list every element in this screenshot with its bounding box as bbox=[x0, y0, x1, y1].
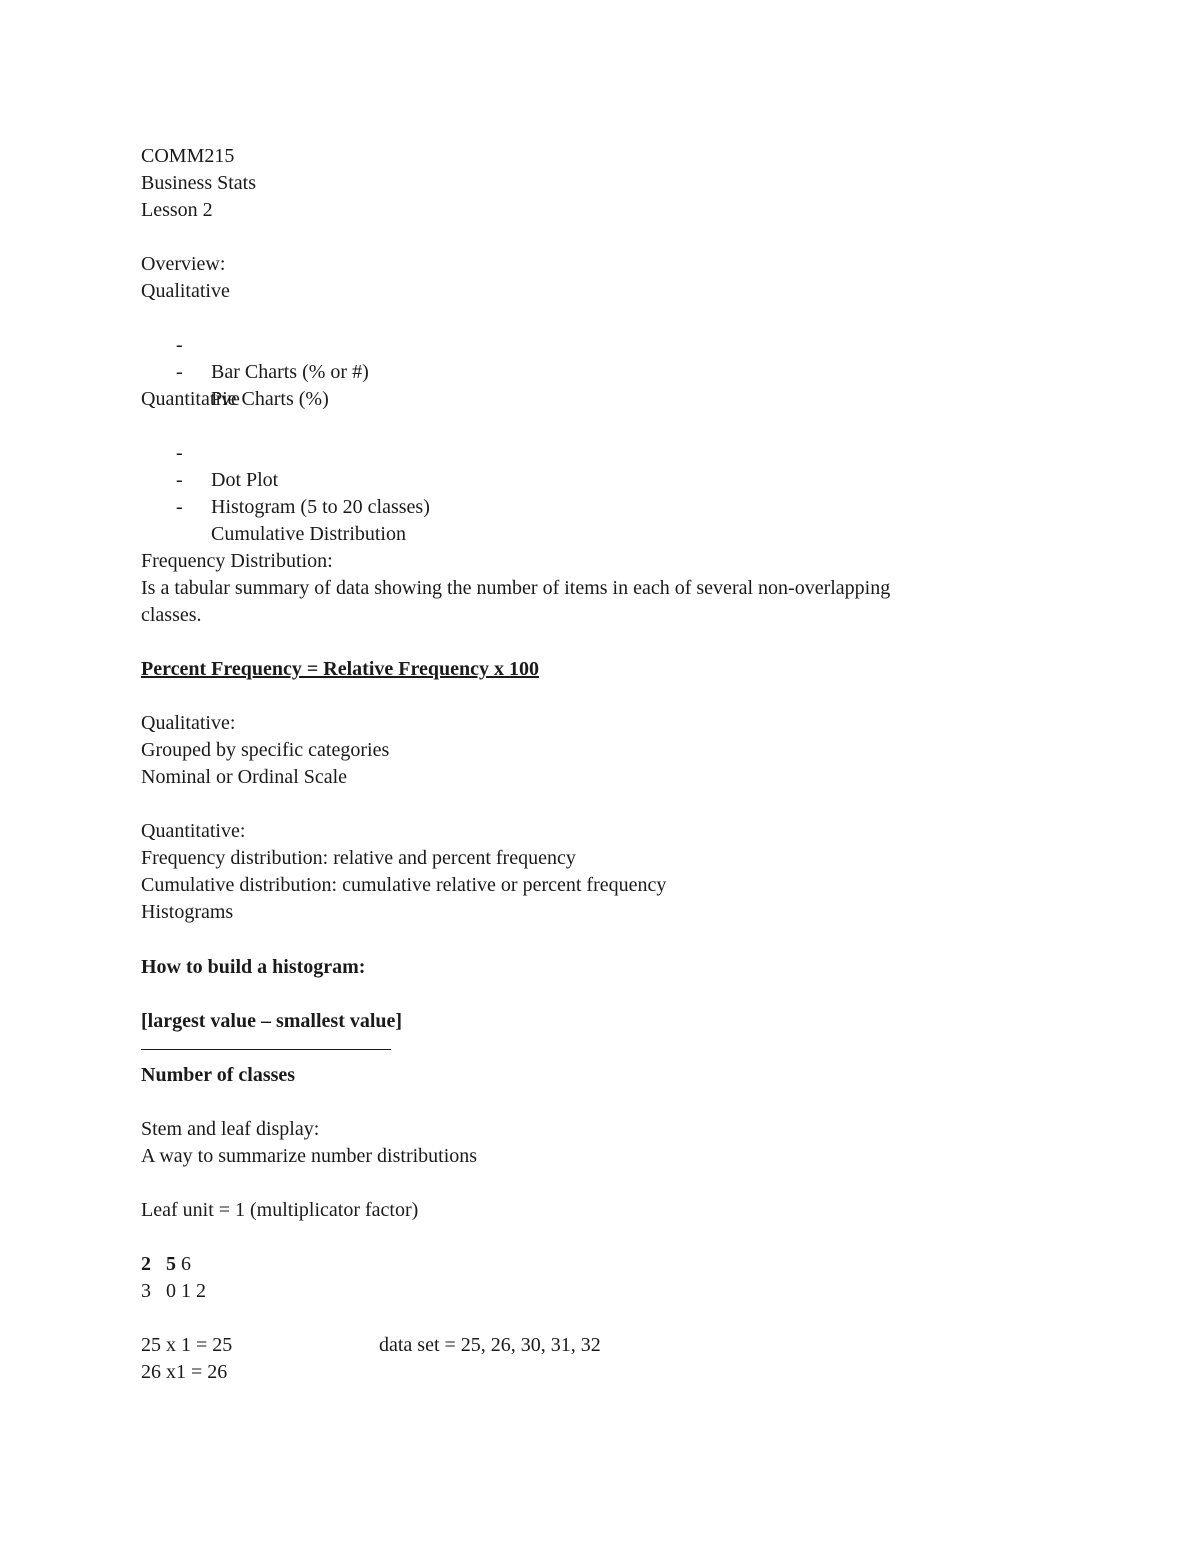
frequency-definition-line1: Is a tabular summary of data showing the number of items in each of several non-overlapping bbox=[141, 577, 891, 599]
leaf: 6 bbox=[181, 1253, 191, 1275]
qualitative-line: Grouped by specific categories bbox=[141, 739, 390, 761]
fraction-denominator: Number of classes bbox=[141, 1064, 296, 1086]
bullet-dash: - bbox=[176, 469, 183, 491]
bullet-dash: - bbox=[176, 442, 183, 464]
qualitative-title: Qualitative: bbox=[141, 712, 236, 734]
list-item-label: Cumulative Distribution bbox=[211, 523, 406, 545]
list-item-label: Bar Charts (% or #) bbox=[211, 361, 369, 383]
list-item bbox=[0, 467, 600, 548]
stem: 2 bbox=[141, 1253, 151, 1275]
fraction-bar bbox=[141, 1049, 391, 1050]
bullet-dash: - bbox=[176, 334, 183, 356]
leaf: 5 bbox=[166, 1253, 176, 1275]
leaf-unit: Leaf unit = 1 (multiplicator factor) bbox=[141, 1199, 419, 1221]
course-subject: Business Stats bbox=[141, 172, 257, 194]
stem-leaf-title: Stem and leaf display: bbox=[141, 1118, 320, 1140]
data-set: data set = 25, 26, 30, 31, 32 bbox=[379, 1334, 601, 1356]
quantitative-line: Cumulative distribution: cumulative relative or percent frequency bbox=[141, 874, 667, 896]
quantitative-line: Frequency distribution: relative and percent frequency bbox=[141, 847, 576, 869]
frequency-definition-line2: classes. bbox=[141, 604, 202, 626]
list-item bbox=[0, 332, 600, 413]
overview-title: Overview: bbox=[141, 253, 226, 275]
bullet-dash: - bbox=[176, 496, 183, 518]
frequency-title: Frequency Distribution: bbox=[141, 550, 333, 572]
overview-qualitative-label: Qualitative bbox=[141, 280, 230, 302]
bullet-dash: - bbox=[176, 361, 183, 383]
quantitative-line: Histograms bbox=[141, 901, 234, 923]
calc-line: 26 x1 = 26 bbox=[141, 1361, 228, 1383]
stem-leaf-description: A way to summarize number distributions bbox=[141, 1145, 478, 1167]
stem: 3 bbox=[141, 1280, 151, 1302]
leaf: 0 1 2 bbox=[166, 1280, 206, 1302]
list-item-label: Pie Charts (%) bbox=[211, 388, 329, 410]
course-code: COMM215 bbox=[141, 145, 235, 167]
lesson-number: Lesson 2 bbox=[141, 199, 213, 221]
quantitative-title: Quantitative: bbox=[141, 820, 246, 842]
list-item-label: Histogram (5 to 20 classes) bbox=[211, 496, 430, 518]
list-item-label: Dot Plot bbox=[211, 469, 279, 491]
qualitative-line: Nominal or Ordinal Scale bbox=[141, 766, 348, 788]
calc-line: 25 x 1 = 25 bbox=[141, 1334, 233, 1356]
overview-quantitative-label: Quantitative bbox=[141, 388, 240, 410]
fraction-numerator: [largest value – smallest value] bbox=[141, 1010, 403, 1032]
percent-frequency-formula: Percent Frequency = Relative Frequency x 100 bbox=[141, 658, 539, 680]
stem-leaf-row bbox=[141, 1278, 206, 1305]
histogram-title: How to build a histogram: bbox=[141, 956, 366, 978]
stem-leaf-row bbox=[141, 1251, 191, 1278]
